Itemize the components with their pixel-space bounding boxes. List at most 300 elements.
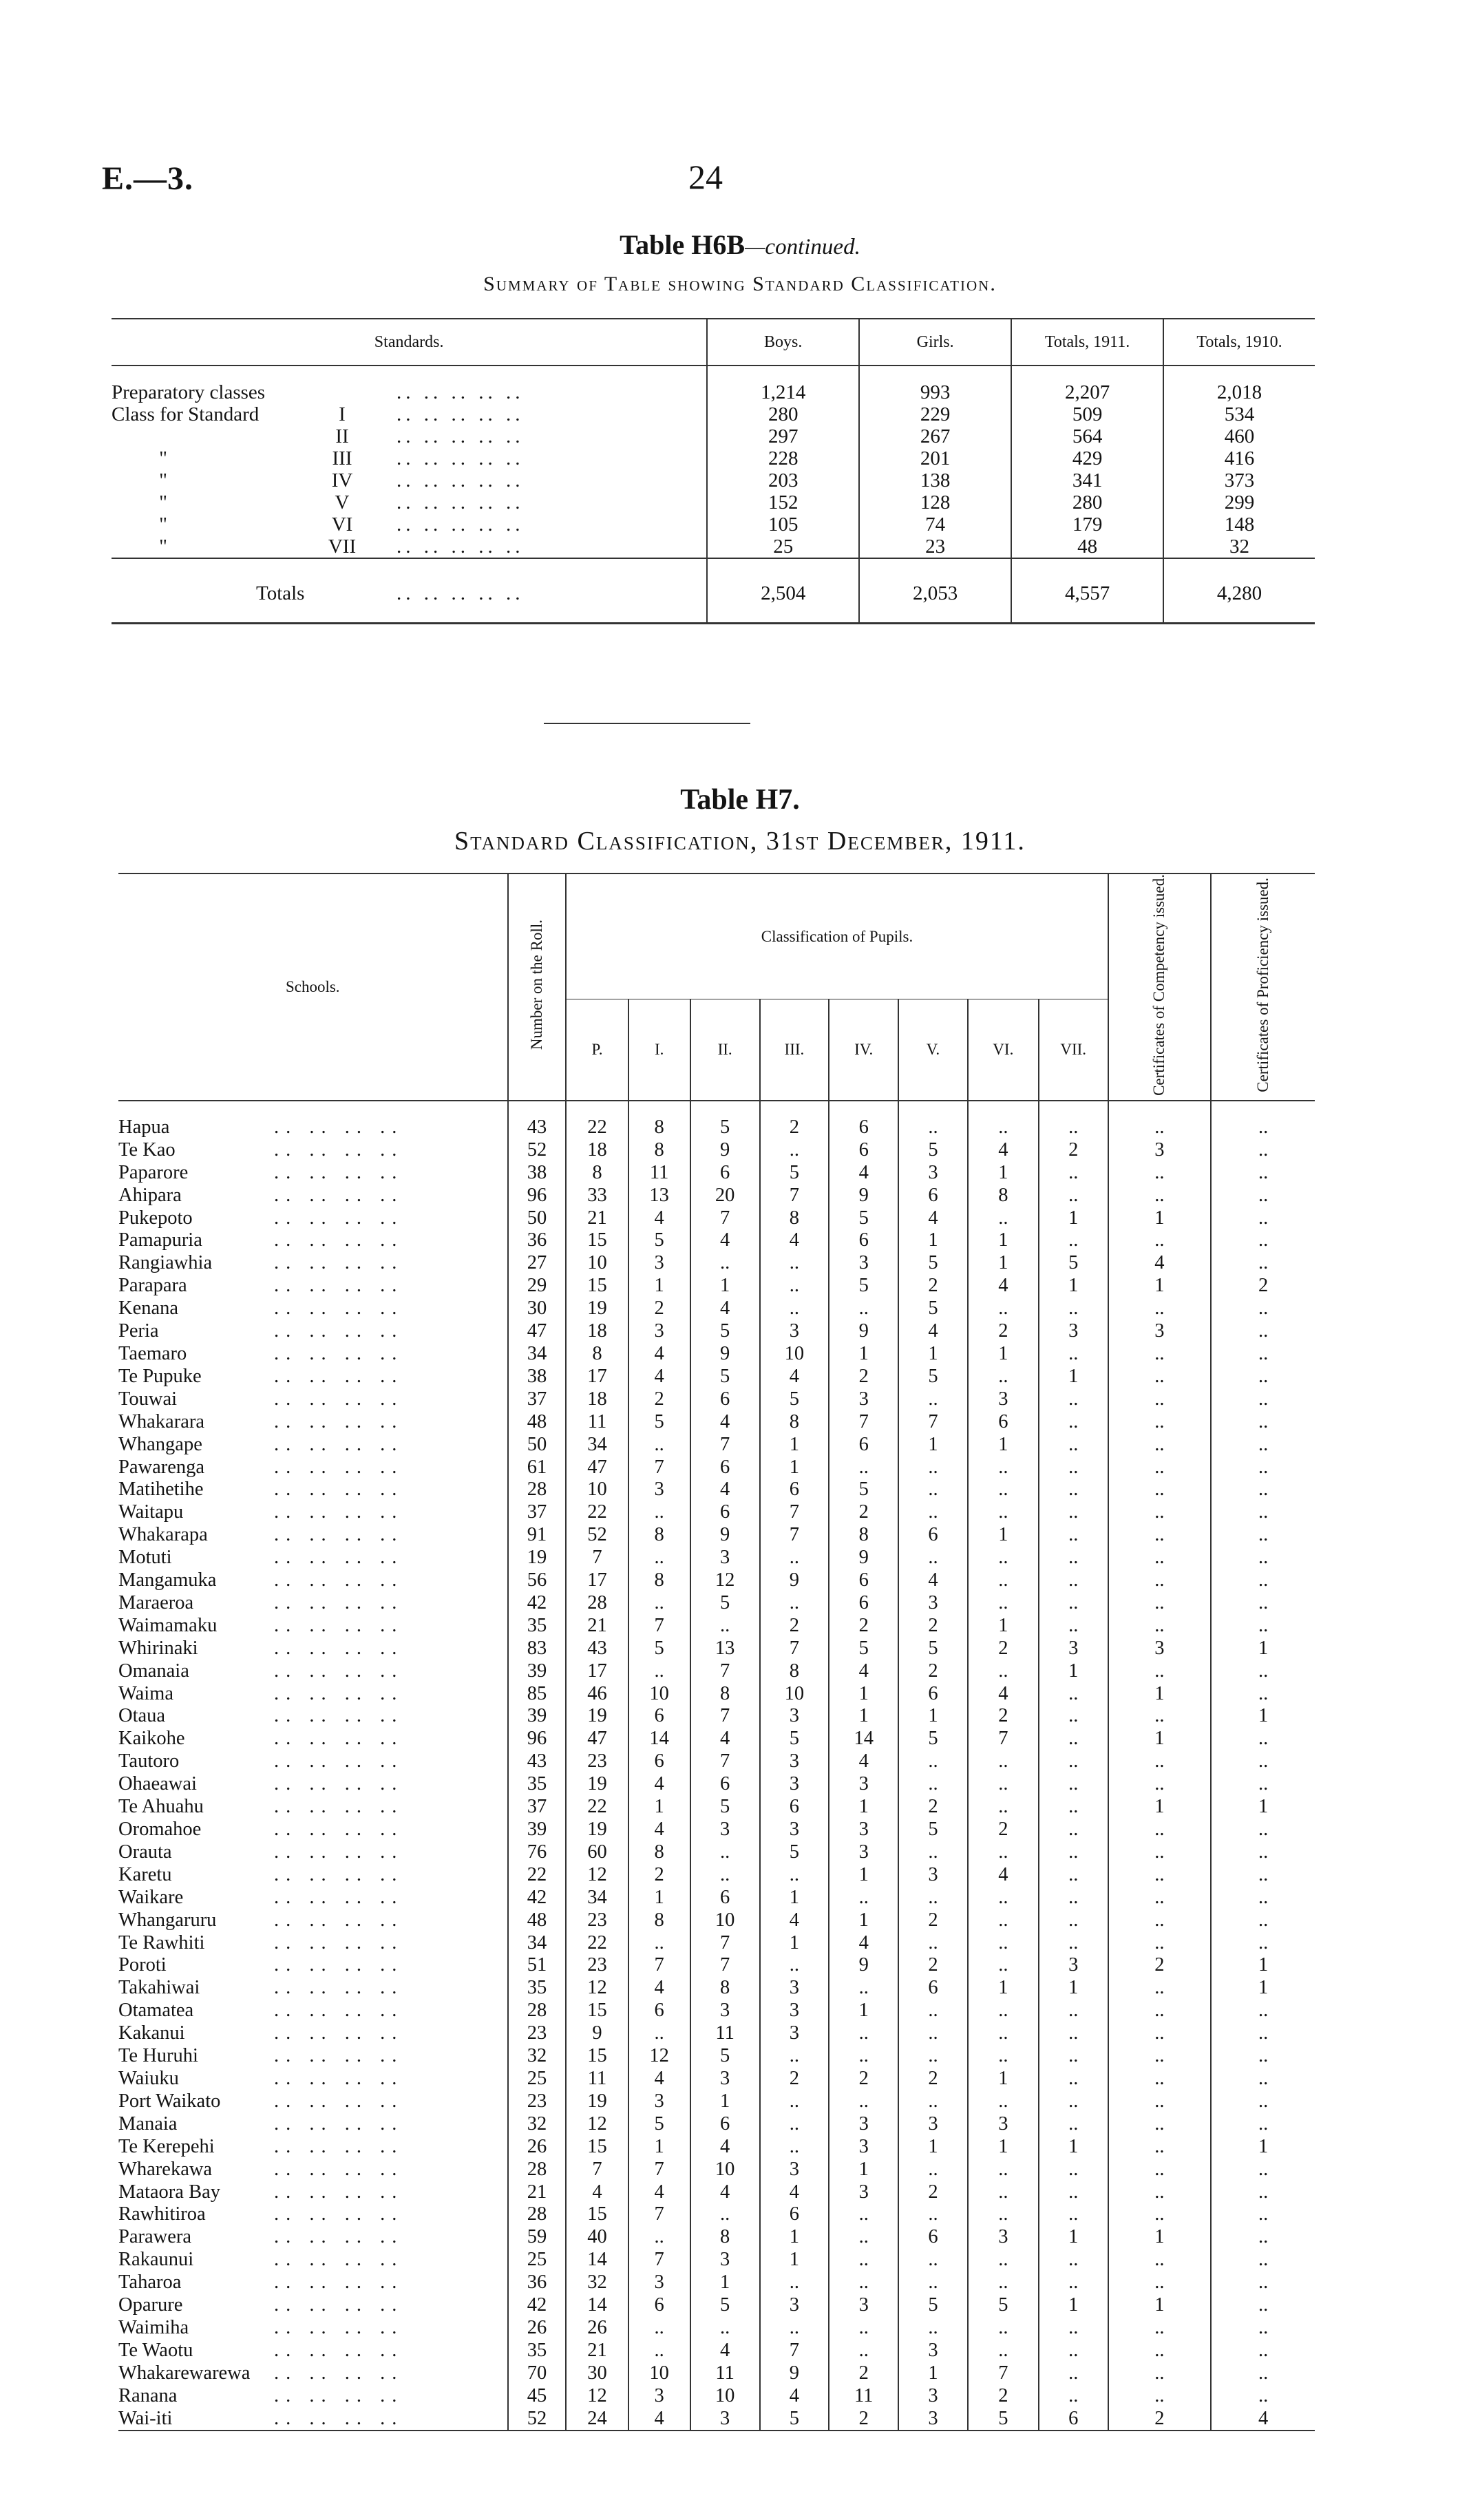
value-cell: 5 xyxy=(628,1638,690,1660)
school-name: Hapua xyxy=(118,1116,170,1138)
table-row xyxy=(118,1252,1315,1275)
value-cell: 1 xyxy=(898,1343,968,1366)
school-name: Te Kerepehi xyxy=(118,2135,215,2157)
value-cell: .. xyxy=(1211,1320,1315,1343)
value-cell: .. xyxy=(968,1501,1039,1524)
value-cell: .. xyxy=(1211,1841,1315,1864)
dot-leaders: .. .. .. .. .. xyxy=(397,491,525,513)
value-cell: 43 xyxy=(508,1750,567,1773)
value-cell: .. xyxy=(1108,1569,1212,1592)
dot-leaders: .. .. .. .. xyxy=(274,2203,404,2225)
value-cell: 9 xyxy=(829,1320,898,1343)
value-cell: 9 xyxy=(760,2362,829,2385)
table-row xyxy=(118,1909,1315,1932)
value-cell: 1 xyxy=(760,2226,829,2249)
table-row xyxy=(118,1841,1315,1864)
value-cell: 5 xyxy=(690,1796,760,1819)
school-name: Wharekawa xyxy=(118,2158,213,2180)
school-name: Te Kao xyxy=(118,1139,176,1161)
value-cell: 7 xyxy=(760,1524,829,1547)
value-cell: .. xyxy=(1039,1683,1108,1706)
value-cell: 21 xyxy=(508,2181,567,2204)
value-cell: .. xyxy=(968,2159,1039,2181)
value-cell: 5 xyxy=(898,1139,968,1162)
table-row xyxy=(112,491,1315,513)
value-cell: 4 xyxy=(760,2385,829,2408)
school-cell xyxy=(118,1229,508,1252)
value-cell: 25 xyxy=(508,2249,567,2272)
value-cell: .. xyxy=(829,1977,898,2000)
school-name: Rangiawhia xyxy=(118,1252,213,1274)
standard-label: " xyxy=(159,469,167,491)
school-name: Rawhitiroa xyxy=(118,2203,206,2225)
school-name: Port Waikato xyxy=(118,2090,221,2112)
value-cell: .. xyxy=(898,1750,968,1773)
value-cell: 3 xyxy=(760,1750,829,1773)
value-cell: 26 xyxy=(508,2317,567,2340)
value-cell: 6 xyxy=(690,1162,760,1185)
value-cell: .. xyxy=(1211,1750,1315,1773)
school-cell xyxy=(118,1547,508,1569)
school-name: Matihetihe xyxy=(118,1479,204,1501)
value-cell: 14 xyxy=(628,1728,690,1750)
value-cell: 993 xyxy=(859,366,1011,403)
value-cell: .. xyxy=(1039,1162,1108,1185)
table-row xyxy=(112,513,1315,536)
table-h6b-subtitle: Summary of Table showing Standard Classification. xyxy=(483,273,997,295)
col-standards: Standards. xyxy=(112,319,707,366)
value-cell: 50 xyxy=(508,1207,567,1230)
value-cell: 23 xyxy=(859,536,1011,558)
value-cell: .. xyxy=(1211,2159,1315,2181)
value-cell: 1 xyxy=(1039,1207,1108,1230)
value-cell: 5 xyxy=(760,1728,829,1750)
value-cell: 3 xyxy=(760,1773,829,1796)
dot-leaders: .. .. .. .. xyxy=(274,1705,404,1727)
value-cell: 460 xyxy=(1163,425,1315,447)
dot-leaders: .. .. .. .. xyxy=(274,1524,404,1546)
value-cell: 1 xyxy=(1108,1796,1212,1819)
school-name: Te Pupuke xyxy=(118,1365,202,1387)
value-cell: .. xyxy=(628,1434,690,1457)
value-cell: 30 xyxy=(566,2362,628,2385)
dot-leaders: .. .. .. .. xyxy=(274,1547,404,1569)
value-cell: 7 xyxy=(690,1434,760,1457)
value-cell: 5 xyxy=(898,1298,968,1320)
value-cell: 22 xyxy=(566,1932,628,1955)
school-name: Whakarewarewa xyxy=(118,2362,251,2384)
value-cell: 4 xyxy=(628,1366,690,1388)
value-cell: 42 xyxy=(508,2294,567,2317)
value-cell: 11 xyxy=(566,2068,628,2090)
value-cell: .. xyxy=(1108,1101,1212,1139)
table-row xyxy=(118,1320,1315,1343)
dot-leaders: .. .. .. .. xyxy=(274,1660,404,1682)
value-cell: .. xyxy=(760,1139,829,1162)
value-cell: 38 xyxy=(508,1366,567,1388)
dot-leaders: .. .. .. .. xyxy=(274,2407,404,2429)
table-row xyxy=(118,1139,1315,1162)
col-boys: Boys. xyxy=(707,319,859,366)
table-row xyxy=(118,2408,1315,2431)
school-cell xyxy=(118,1705,508,1728)
school-cell xyxy=(118,2226,508,2249)
value-cell: 7 xyxy=(829,1411,898,1434)
value-cell: 15 xyxy=(566,1229,628,1252)
school-cell xyxy=(118,1932,508,1955)
value-cell: 9 xyxy=(690,1524,760,1547)
value-cell: .. xyxy=(1211,1207,1315,1230)
value-cell: 1 xyxy=(829,1796,898,1819)
value-cell: .. xyxy=(1108,1932,1212,1955)
value-cell: 1 xyxy=(760,1457,829,1479)
value-cell: .. xyxy=(1211,2340,1315,2362)
table-row xyxy=(118,1569,1315,1592)
table-row xyxy=(118,1932,1315,1955)
value-cell: 1 xyxy=(829,2000,898,2022)
school-cell xyxy=(118,2340,508,2362)
dot-leaders: .. .. .. .. xyxy=(274,1252,404,1274)
table-row xyxy=(118,2317,1315,2340)
school-cell xyxy=(118,1750,508,1773)
value-cell: 9 xyxy=(760,1569,829,1592)
value-cell: 4 xyxy=(628,1207,690,1230)
value-cell: 2 xyxy=(829,1615,898,1638)
table-row xyxy=(118,1592,1315,1615)
value-cell: .. xyxy=(898,1388,968,1411)
dot-leaders: .. .. .. .. xyxy=(274,1207,404,1229)
value-cell: 3 xyxy=(690,2408,760,2431)
table-row xyxy=(118,2340,1315,2362)
school-cell xyxy=(118,2090,508,2113)
value-cell: 2 xyxy=(1108,1954,1212,1977)
value-cell: .. xyxy=(760,1252,829,1275)
table-row xyxy=(112,447,1315,469)
school-cell xyxy=(118,1773,508,1796)
value-cell: 7 xyxy=(566,2159,628,2181)
value-cell: .. xyxy=(898,1932,968,1955)
school-name: Tautoro xyxy=(118,1750,180,1772)
value-cell: 6 xyxy=(898,1683,968,1706)
value-cell: 138 xyxy=(859,469,1011,491)
school-cell xyxy=(118,2113,508,2136)
value-cell: .. xyxy=(1108,2272,1212,2294)
dot-leaders: .. .. .. .. xyxy=(274,2384,404,2406)
value-cell: 19 xyxy=(508,1547,567,1569)
value-cell: 1 xyxy=(829,1864,898,1887)
value-cell: .. xyxy=(690,2317,760,2340)
value-cell: .. xyxy=(898,1773,968,1796)
dot-leaders: .. .. .. .. xyxy=(274,1977,404,1999)
value-cell: 6 xyxy=(898,1524,968,1547)
dot-leaders: .. .. .. .. xyxy=(274,1433,404,1455)
standard-cell xyxy=(112,366,707,403)
school-cell xyxy=(118,2181,508,2204)
value-cell: 8 xyxy=(760,1411,829,1434)
school-cell xyxy=(118,2249,508,2272)
value-cell: 1 xyxy=(898,1705,968,1728)
value-cell: .. xyxy=(968,1887,1039,1909)
value-cell: 2 xyxy=(898,1275,968,1298)
value-cell: 70 xyxy=(508,2362,567,2385)
school-cell xyxy=(118,2068,508,2090)
value-cell: .. xyxy=(1108,2203,1212,2226)
value-cell: .. xyxy=(1039,1388,1108,1411)
value-cell: .. xyxy=(690,1615,760,1638)
value-cell: 3 xyxy=(1039,1638,1108,1660)
col-roll xyxy=(508,873,567,1101)
value-cell: .. xyxy=(1039,1343,1108,1366)
value-cell: 1 xyxy=(968,1343,1039,1366)
value-cell: 19 xyxy=(566,1705,628,1728)
school-cell xyxy=(118,1977,508,2000)
school-name: Mangamuka xyxy=(118,1569,217,1591)
value-cell: 22 xyxy=(566,1501,628,1524)
value-cell: 14 xyxy=(566,2294,628,2317)
school-name: Te Waotu xyxy=(118,2339,193,2361)
value-cell: 3 xyxy=(628,2272,690,2294)
value-cell: 11 xyxy=(690,2022,760,2045)
value-cell: 1 xyxy=(628,1275,690,1298)
value-cell: .. xyxy=(898,2000,968,2022)
value-cell: 4 xyxy=(628,1773,690,1796)
school-name: Whangaruru xyxy=(118,1909,217,1931)
value-cell: 3 xyxy=(829,2136,898,2159)
value-cell: 6 xyxy=(829,1101,898,1139)
value-cell: 15 xyxy=(566,2203,628,2226)
value-cell: 1 xyxy=(1211,2136,1315,2159)
value-cell: 11 xyxy=(566,1411,628,1434)
value-cell: 1 xyxy=(898,2362,968,2385)
value-cell: .. xyxy=(1108,1343,1212,1366)
value-cell: 1 xyxy=(1211,1705,1315,1728)
value-cell: 1 xyxy=(690,2090,760,2113)
table-h6b-title xyxy=(0,229,1480,261)
table-row xyxy=(112,469,1315,491)
school-name: Ahipara xyxy=(118,1184,182,1206)
value-cell: 5 xyxy=(898,1252,968,1275)
value-cell: .. xyxy=(1108,2113,1212,2136)
table-row xyxy=(118,2113,1315,2136)
value-cell: .. xyxy=(1039,2068,1108,2090)
value-cell: 23 xyxy=(566,1750,628,1773)
school-cell xyxy=(118,2136,508,2159)
school-cell xyxy=(118,1569,508,1592)
value-cell: 2,207 xyxy=(1011,366,1163,403)
dot-leaders: .. .. .. .. xyxy=(274,1298,404,1320)
table-h6b-title-text: Table H6B xyxy=(620,229,746,260)
value-cell: 25 xyxy=(508,2068,567,2090)
value-cell: .. xyxy=(898,2159,968,2181)
value-cell: .. xyxy=(1211,1864,1315,1887)
value-cell: 56 xyxy=(508,1569,567,1592)
value-cell: 6 xyxy=(898,1185,968,1207)
value-cell: 25 xyxy=(707,536,859,558)
value-cell: 8 xyxy=(628,1524,690,1547)
value-cell: 59 xyxy=(508,2226,567,2249)
value-cell: 3 xyxy=(1108,1139,1212,1162)
value-cell: 5 xyxy=(628,1411,690,1434)
value-cell: 5 xyxy=(690,1592,760,1615)
value-cell: 9 xyxy=(829,1954,898,1977)
value-cell: .. xyxy=(1108,1819,1212,1841)
school-name: Motuti xyxy=(118,1547,172,1569)
value-cell: 1 xyxy=(1039,1275,1108,1298)
col-totals-1911: Totals, 1911. xyxy=(1011,319,1163,366)
value-cell: .. xyxy=(1211,2249,1315,2272)
school-name: Pamapuria xyxy=(118,1229,202,1251)
col-competency-label: Certificates of Competency issued. xyxy=(1150,874,1168,1096)
value-cell: 1,214 xyxy=(707,366,859,403)
value-cell: 9 xyxy=(829,1547,898,1569)
value-cell: 18 xyxy=(566,1388,628,1411)
value-cell: .. xyxy=(968,2249,1039,2272)
value-cell: .. xyxy=(760,2317,829,2340)
value-cell: 373 xyxy=(1163,469,1315,491)
value-cell: 8 xyxy=(968,1185,1039,1207)
col-roll-label: Number on the Roll. xyxy=(527,920,545,1050)
school-name: Poroti xyxy=(118,1954,167,1976)
value-cell: .. xyxy=(690,1252,760,1275)
table-row xyxy=(118,1343,1315,1366)
value-cell: 9 xyxy=(829,1185,898,1207)
value-cell: .. xyxy=(1108,2159,1212,2181)
table-row xyxy=(118,2385,1315,2408)
col-proficiency xyxy=(1211,873,1315,1101)
value-cell: 22 xyxy=(566,1101,628,1139)
value-cell: 3 xyxy=(829,1773,898,1796)
value-cell: .. xyxy=(898,2090,968,2113)
school-name: Te Rawhiti xyxy=(118,1931,205,1953)
dot-leaders: .. .. .. .. xyxy=(274,1841,404,1863)
school-name: Kenana xyxy=(118,1298,179,1320)
value-cell: .. xyxy=(1211,1457,1315,1479)
dot-leaders: .. .. .. .. xyxy=(274,1750,404,1772)
value-cell: 4 xyxy=(628,1343,690,1366)
value-cell: .. xyxy=(1039,2181,1108,2204)
value-cell: .. xyxy=(898,2272,968,2294)
value-cell: .. xyxy=(760,2045,829,2068)
value-cell: .. xyxy=(760,2090,829,2113)
total-value-cell: 2,053 xyxy=(859,558,1011,624)
total-value-cell: 4,280 xyxy=(1163,558,1315,624)
value-cell: .. xyxy=(1211,1524,1315,1547)
value-cell: .. xyxy=(1211,1411,1315,1434)
value-cell: .. xyxy=(1039,1932,1108,1955)
value-cell: 19 xyxy=(566,2090,628,2113)
value-cell: 43 xyxy=(508,1101,567,1139)
value-cell: 1 xyxy=(1108,2226,1212,2249)
value-cell: 5 xyxy=(898,1366,968,1388)
value-cell: 10 xyxy=(690,1909,760,1932)
value-cell: 51 xyxy=(508,1954,567,1977)
dot-leaders: .. .. .. .. xyxy=(274,1909,404,1931)
value-cell: 4 xyxy=(760,1366,829,1388)
school-cell xyxy=(118,1954,508,1977)
school-cell xyxy=(118,1434,508,1457)
value-cell: 341 xyxy=(1011,469,1163,491)
value-cell: .. xyxy=(968,1954,1039,1977)
value-cell: 1 xyxy=(690,2272,760,2294)
value-cell: 1 xyxy=(829,1343,898,1366)
value-cell: .. xyxy=(1211,2113,1315,2136)
value-cell: 3 xyxy=(898,1864,968,1887)
value-cell: 39 xyxy=(508,1819,567,1841)
value-cell: .. xyxy=(628,1932,690,1955)
school-cell xyxy=(118,1162,508,1185)
value-cell: .. xyxy=(1108,1479,1212,1501)
value-cell: 6 xyxy=(1039,2408,1108,2431)
value-cell: 1 xyxy=(968,1252,1039,1275)
value-cell: .. xyxy=(760,1275,829,1298)
value-cell: 10 xyxy=(628,1683,690,1706)
value-cell: 534 xyxy=(1163,403,1315,425)
value-cell: 5 xyxy=(628,1229,690,1252)
school-cell xyxy=(118,1320,508,1343)
school-cell xyxy=(118,1683,508,1706)
value-cell: 23 xyxy=(508,2090,567,2113)
value-cell: 7 xyxy=(968,1728,1039,1750)
value-cell: .. xyxy=(1039,1411,1108,1434)
value-cell: 5 xyxy=(829,1479,898,1501)
value-cell: 1 xyxy=(1039,2294,1108,2317)
value-cell: .. xyxy=(1211,1683,1315,1706)
value-cell: 2 xyxy=(829,2068,898,2090)
value-cell: 8 xyxy=(760,1207,829,1230)
school-name: Touwai xyxy=(118,1388,178,1410)
value-cell: 7 xyxy=(898,1411,968,1434)
value-cell: 2 xyxy=(898,2181,968,2204)
standard-label: " xyxy=(159,447,167,469)
value-cell: .. xyxy=(898,1479,968,1501)
school-cell xyxy=(118,1592,508,1615)
value-cell: .. xyxy=(1211,1660,1315,1683)
value-cell: 1 xyxy=(690,1275,760,1298)
value-cell: .. xyxy=(1108,2000,1212,2022)
school-cell xyxy=(118,1388,508,1411)
value-cell: .. xyxy=(628,1547,690,1569)
table-row xyxy=(118,1501,1315,1524)
value-cell: .. xyxy=(1108,1909,1212,1932)
table-row xyxy=(118,1638,1315,1660)
value-cell: 4 xyxy=(690,2181,760,2204)
value-cell: 11 xyxy=(690,2362,760,2385)
value-cell: .. xyxy=(1108,1615,1212,1638)
table-row xyxy=(118,1683,1315,1706)
school-name: Parapara xyxy=(118,1275,187,1297)
value-cell: 47 xyxy=(566,1457,628,1479)
value-cell: .. xyxy=(1039,2362,1108,2385)
value-cell: 5 xyxy=(968,2294,1039,2317)
value-cell: 6 xyxy=(829,1569,898,1592)
value-cell: 8 xyxy=(628,1841,690,1864)
school-cell xyxy=(118,1275,508,1298)
table-h7-bottom-rule xyxy=(118,2431,1315,2434)
school-cell xyxy=(118,2294,508,2317)
value-cell: .. xyxy=(1211,2317,1315,2340)
value-cell: .. xyxy=(1108,1841,1212,1864)
value-cell: 5 xyxy=(829,1275,898,1298)
value-cell: .. xyxy=(1211,1479,1315,1501)
value-cell: 6 xyxy=(968,1411,1039,1434)
school-name: Pukepoto xyxy=(118,1207,193,1229)
table-row xyxy=(112,366,1315,403)
value-cell: .. xyxy=(898,1501,968,1524)
school-name: Waitapu xyxy=(118,1501,184,1523)
value-cell: 4 xyxy=(829,1660,898,1683)
table-h7-header-row xyxy=(118,873,1315,999)
table-row xyxy=(118,1479,1315,1501)
